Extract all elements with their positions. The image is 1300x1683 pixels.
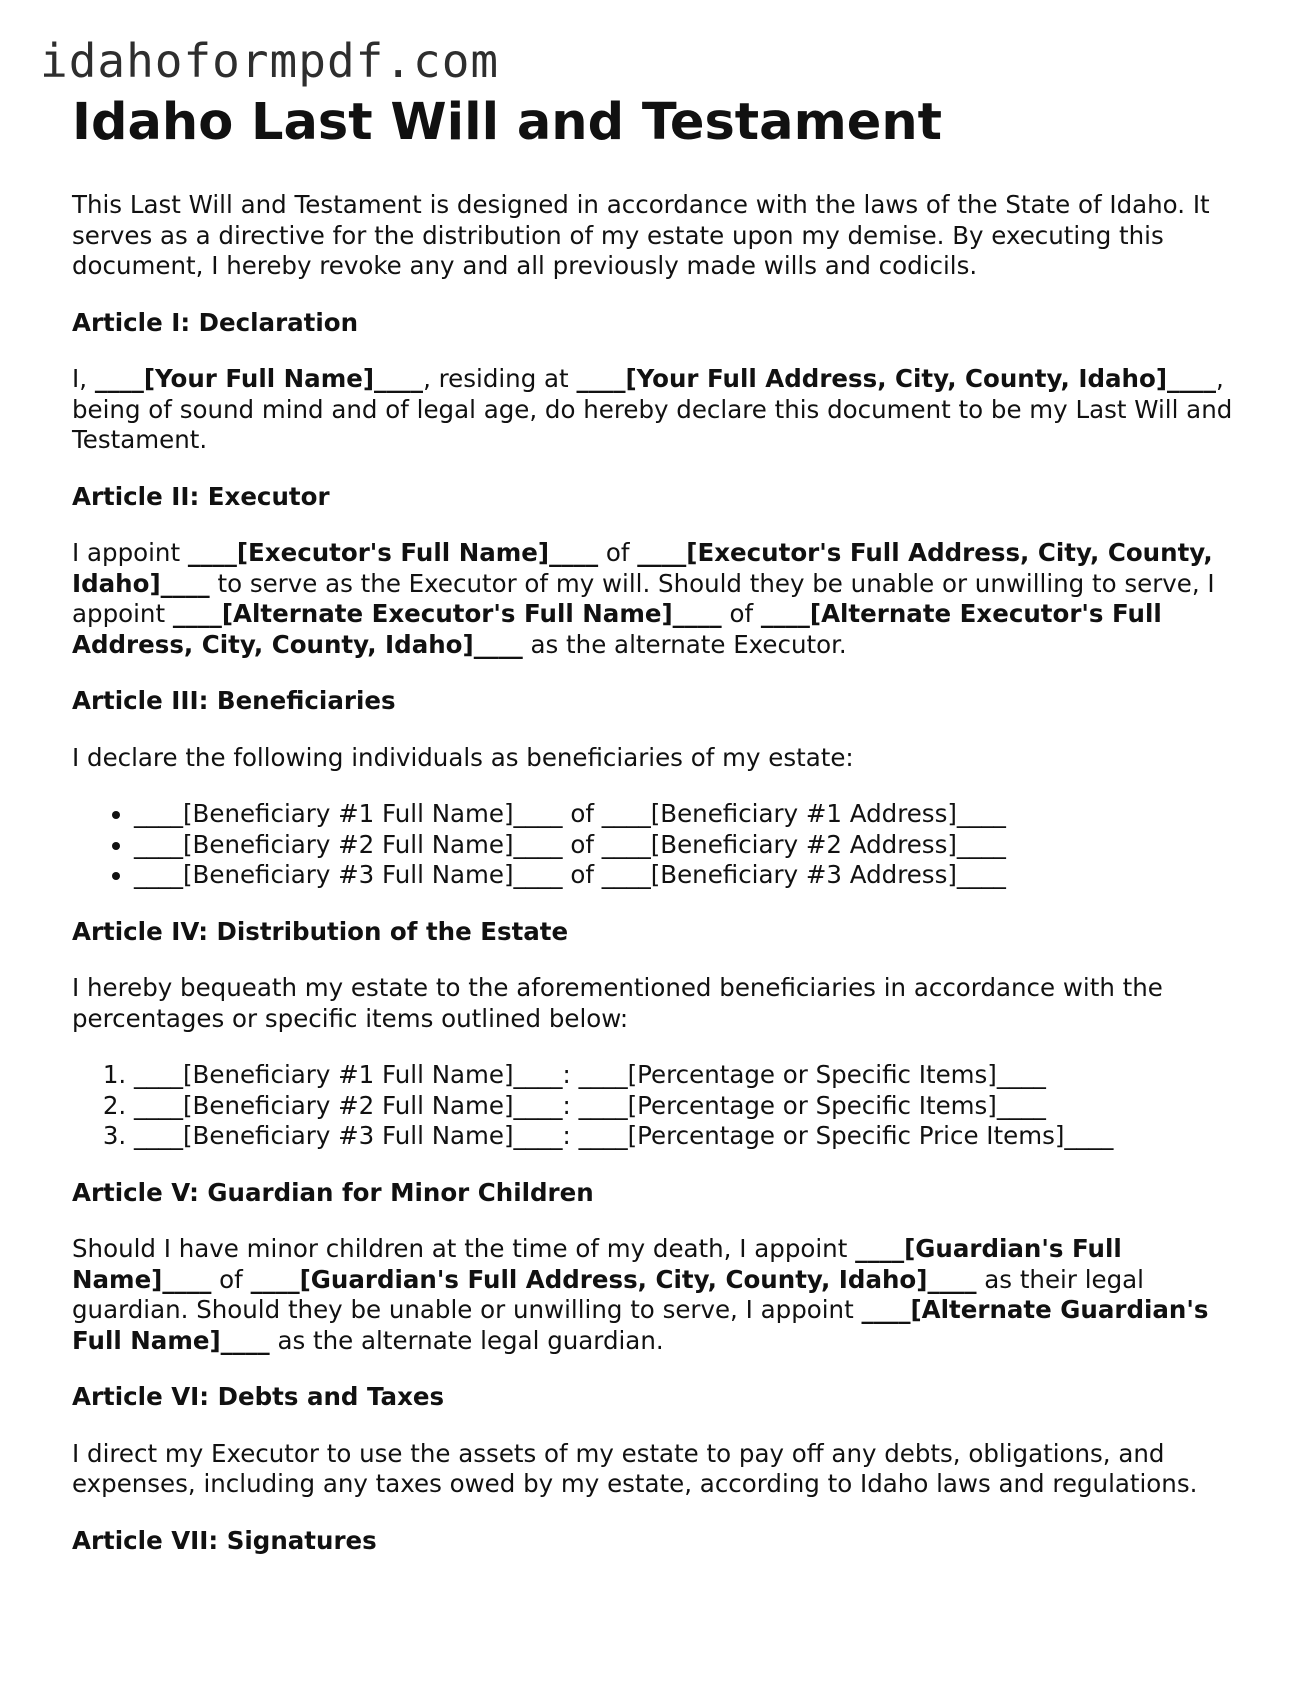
list-item: • ____[Beneficiary #2 Full Name]____ of ____[Beneficiary #2 Address]____ xyxy=(134,830,1252,861)
article-2-text-2: of xyxy=(598,538,638,567)
intro-paragraph: This Last Will and Testament is designed in accordance with the laws of the State of Idaho. It serves as a directive for the distribution of my estate upon my demise. By executing this document, I hereby revoke any and all previously made wills and codicils. xyxy=(72,190,1210,280)
article-2-text-5: as the alternate Executor. xyxy=(522,629,847,659)
article-5-text-1: Should I have minor children at the time of my death, I appoint xyxy=(72,1234,856,1263)
executor-address-blank: ____[Executor's Full Address, City, County, Idaho]____ xyxy=(72,538,1213,598)
article-1-text-3: , being of sound mind and of legal age, do hereby declare this document to be my Last Will and Testament. xyxy=(72,364,1233,454)
article-5-heading: Article V: Guardian for Minor Children xyxy=(72,1177,594,1207)
article-3-intro: I declare the following individuals as beneficiaries of my estate: xyxy=(72,742,854,772)
guardian-name-blank: ____[Guardian's Full Name]____ xyxy=(72,1234,1122,1294)
beneficiaries-list xyxy=(72,799,1252,891)
article-1-heading: Article I: Declaration xyxy=(72,307,359,337)
article-5-text-2: of xyxy=(211,1264,251,1294)
article-2-paragraph xyxy=(72,538,1252,660)
executor-name-blank: ____[Executor's Full Name]____ xyxy=(187,538,599,567)
article-6-paragraph: I direct my Executor to use the assets of my estate to pay off any debts, obligations, and expenses, including any taxes owed by my estate, according to Idaho laws and regulations. xyxy=(72,1438,1198,1498)
article-6-heading: Article VI: Debts and Taxes xyxy=(72,1382,445,1411)
article-7-heading: Article VII: Signatures xyxy=(72,1525,377,1555)
article-5-text-4: as the alternate legal guardian. xyxy=(269,1325,664,1355)
alternate-executor-address-blank: ____[Alternate Executor's Full Address, City, County, Idaho]____ xyxy=(72,599,1162,659)
alternate-guardian-name-blank: ____[Alternate Guardian's Full Name]____ xyxy=(72,1295,1209,1355)
alternate-executor-name-blank: ____[Alternate Executor's Full Name]____ xyxy=(172,599,722,628)
document-title: Idaho Last Will and Testament xyxy=(72,93,943,152)
article-2-text-3: to serve as the Executor of my will. Should they be unable or unwilling to serve, I appoint xyxy=(72,568,1215,628)
article-4-intro: I hereby bequeath my estate to the aforementioned beneficiaries in accordance with the percentages or specific items outlined below: xyxy=(72,973,1163,1033)
list-item: 1. ____[Beneficiary #1 Full Name]____: ____[Percentage or Specific Items]____ xyxy=(134,1060,1252,1091)
article-5-paragraph xyxy=(72,1234,1252,1356)
document-body xyxy=(72,90,1252,1582)
article-2-text-1: I appoint xyxy=(72,538,188,567)
watermark: idahoformpdf.com xyxy=(40,34,500,88)
article-2-text-4: of xyxy=(721,599,761,628)
testator-address-blank: ____[Your Full Address, City, County, Idaho]____ xyxy=(576,364,1217,393)
list-item: • ____[Beneficiary #3 Full Name]____ of ____[Beneficiary #3 Address]____ xyxy=(134,860,1252,891)
article-1-paragraph xyxy=(72,364,1252,456)
article-3-heading: Article III: Beneficiaries xyxy=(72,686,396,715)
article-2-heading: Article II: Executor xyxy=(72,481,330,511)
article-1-text-1: I, xyxy=(72,364,95,393)
guardian-address-blank: ____[Guardian's Full Address, City, County, Idaho]____ xyxy=(250,1264,977,1294)
list-item: • ____[Beneficiary #1 Full Name]____ of ____[Beneficiary #1 Address]____ xyxy=(134,799,1252,830)
article-1-text-2: , residing at xyxy=(423,364,577,393)
testator-name-blank: ____[Your Full Name]____ xyxy=(94,364,424,393)
list-item: 2. ____[Beneficiary #2 Full Name]____: ____[Percentage or Specific Items]____ xyxy=(134,1091,1252,1122)
article-4-heading: Article IV: Distribution of the Estate xyxy=(72,916,569,946)
list-item: 3. ____[Beneficiary #3 Full Name]____: ____[Percentage or Specific Price Items]____ xyxy=(134,1121,1252,1152)
article-5-text-3: as their legal guardian. Should they be unable or unwilling to serve, I appoint xyxy=(72,1264,1144,1324)
distribution-list xyxy=(72,1060,1252,1152)
